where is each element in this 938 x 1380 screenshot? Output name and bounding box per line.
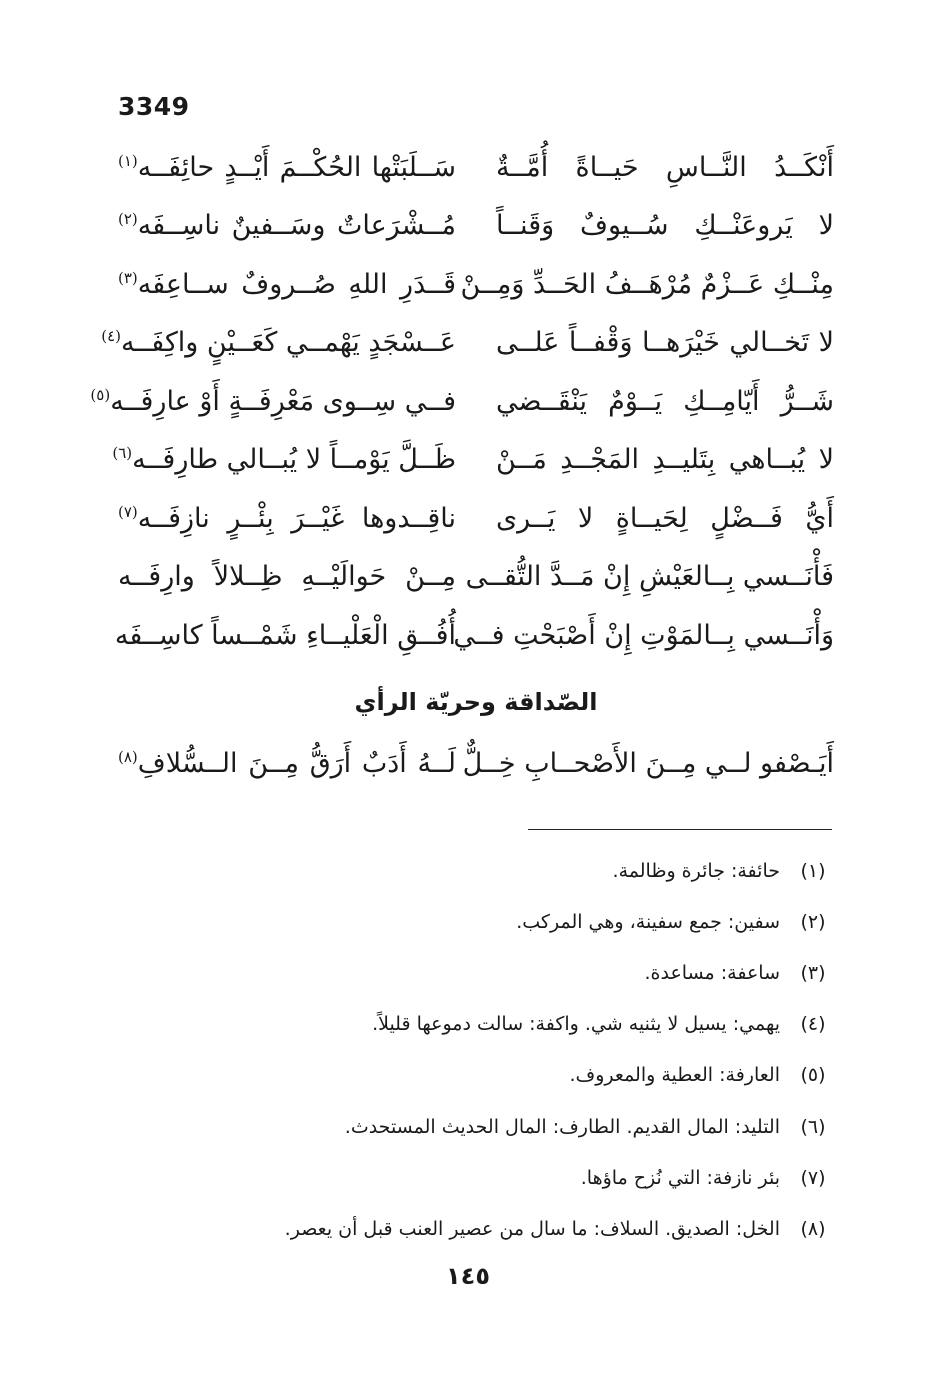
footnote-marker: (١)	[118, 151, 138, 170]
verse-second-text: عَــسْجَدٍ يَهْمــي كَعَــيْنٍ واكِفَــه	[120, 327, 456, 359]
footnote-number: (٤)	[800, 1013, 826, 1036]
verse-line	[101, 314, 834, 373]
verse-first-hemistich: وَأْنَــسي بِــالمَوْتِ إِنْ أَصْبَحْتِ فــي	[453, 619, 834, 651]
footnote-text: التليد: المال القديم. الطارف: المال الحديث المستحدث.	[344, 1115, 780, 1138]
footnote-number: (٢)	[800, 910, 826, 933]
footnote-text: الخل: الصديق. السلاف: ما سال من عصير العنب قبل أن يعصر.	[284, 1217, 780, 1240]
verse-first-hemistich: أَنْكَــدُ النَّــاسِ حَيــاةً أُمَّــةٌ	[496, 151, 834, 183]
footnote-item	[200, 1101, 834, 1152]
verse-second-hemistich	[118, 210, 456, 241]
footnote-item	[200, 1050, 834, 1101]
verse-first-hemistich: أَيُّ فَــضْلٍ لِحَيــاةٍ لا يَــرى	[496, 502, 834, 534]
verse-first-hemistich: لا تَخــالي خَيْرَهــا وَقْفــاً عَلــى	[496, 327, 834, 359]
footnote-number: (٨)	[800, 1217, 826, 1240]
footnote-marker: (٦)	[112, 444, 133, 463]
footnote-number: (٦)	[800, 1115, 826, 1138]
footnote-item	[200, 999, 834, 1050]
footnote-number: (٧)	[800, 1166, 826, 1189]
footnote-marker: (٧)	[118, 502, 138, 521]
footnote-item	[200, 1152, 834, 1203]
page-number: ١٤٥	[446, 1262, 490, 1290]
footnote-marker: (٣)	[118, 268, 138, 287]
page-id: 3349	[118, 92, 190, 121]
footnote-item	[200, 896, 834, 947]
footnote-text: حائفة: جائرة وظالمة.	[612, 859, 780, 882]
section-title: الصّداقة وحريّة الرأي	[354, 688, 598, 716]
verse-second-text: ناقِــدوها غَيْــرَ بِئْــرٍ نازِفَــه	[137, 502, 456, 534]
verse-first-hemistich: أَيَـصْفو لــي مِــنَ الأَصْحــابِ خِــلٌّ	[462, 747, 834, 779]
verse-second-hemistich	[118, 503, 456, 534]
footnote-text: سفين: جمع سفينة، وهي المركب.	[516, 910, 780, 933]
verse-second-text: ظَــلَّ يَوْمــاً لا يُبــالي طارِفَــه	[132, 444, 456, 476]
footnote-divider	[528, 829, 832, 830]
verse-second-text: مِــنْ حَوالَيْــهِ ظِــلالاً وارِفَــه	[118, 561, 456, 593]
verse-second-text: سَــلَبَتْها الحُكْــمَ أَيْــدٍ حائِفَــه	[137, 151, 456, 183]
verse-second-text: أُفُــقِ الْعَلْيــاءِ شَمْــساً كاسِــفَه	[114, 619, 456, 651]
verse-second-hemistich	[118, 748, 456, 779]
footnote-item	[200, 1203, 834, 1254]
verse-second-hemistich	[118, 269, 456, 300]
verse-line	[112, 431, 834, 490]
verse-second-hemistich	[114, 619, 456, 651]
verse-second-text: لَــهُ أَدَبٌ أَرَقُّ مِــنَ الــسُّلافِ	[137, 747, 456, 779]
footnote-text: يهمي: يسيل لا يثنيه شي. واكفة: سالت دموعها قليلاً.	[372, 1013, 780, 1036]
footnote-number: (١)	[800, 859, 826, 882]
footnote-text: العارفة: العطية والمعروف.	[569, 1064, 780, 1087]
verse-second-hemistich	[112, 444, 456, 476]
verse-second-hemistich	[118, 152, 456, 183]
verse-line	[114, 606, 834, 665]
verse-line	[118, 255, 834, 314]
verse-second-text: مُــشْرَعاتٌ وسَــفينٌ ناسِــفَه	[137, 210, 456, 242]
verse-line	[118, 734, 834, 793]
verse-line	[118, 138, 834, 197]
verse-second-hemistich	[101, 327, 456, 359]
footnote-number: (٥)	[800, 1064, 826, 1087]
verse-line	[118, 548, 834, 607]
verse-first-hemistich: لا يُبــاهي بِتَليــدِ المَجْــدِ مَــنْ	[496, 444, 834, 476]
footnote-marker: (٤)	[101, 327, 121, 346]
poem-verses-section-two	[118, 734, 834, 793]
verse-first-hemistich: لا يَروعَنْــكِ سُــيوفٌ وَقَنــاً	[496, 210, 834, 242]
verse-first-hemistich: شَــرُّ أَيّامِــكِ يَــوْمٌ يَنْقَــضي	[496, 385, 834, 417]
footnote-marker: (٨)	[118, 747, 138, 766]
verse-second-hemistich	[90, 385, 456, 417]
footnote-item	[200, 947, 834, 998]
footnotes	[200, 845, 834, 1255]
poem-verses	[90, 138, 834, 665]
footnote-marker: (٥)	[90, 385, 111, 404]
verse-line	[118, 489, 834, 548]
footnote-marker: (٢)	[118, 210, 138, 229]
verse-second-text: قَــدَرِ اللهِ صُــروفٌ ســاعِفَه	[137, 268, 456, 300]
verse-line	[118, 197, 834, 256]
verse-first-hemistich: مِنْــكِ عَــزْمٌ مُرْهَــفُ الحَــدِّ وَمِــنْ	[460, 268, 834, 300]
footnote-number: (٣)	[800, 961, 826, 984]
footnote-text: ساعفة: مساعدة.	[644, 961, 780, 984]
verse-line	[90, 372, 834, 431]
footnote-item	[200, 845, 834, 896]
footnote-text: بئر نازفة: التي نُزح ماؤها.	[580, 1166, 780, 1189]
verse-second-text: فــي سِــوى مَعْرِفَــةٍ أَوْ عارِفَــه	[110, 385, 456, 417]
verse-first-hemistich: فَأْنَــسي بِــالعَيْشِ إِنْ مَــدَّ التُّقــى	[465, 561, 834, 593]
verse-second-hemistich	[118, 561, 456, 592]
